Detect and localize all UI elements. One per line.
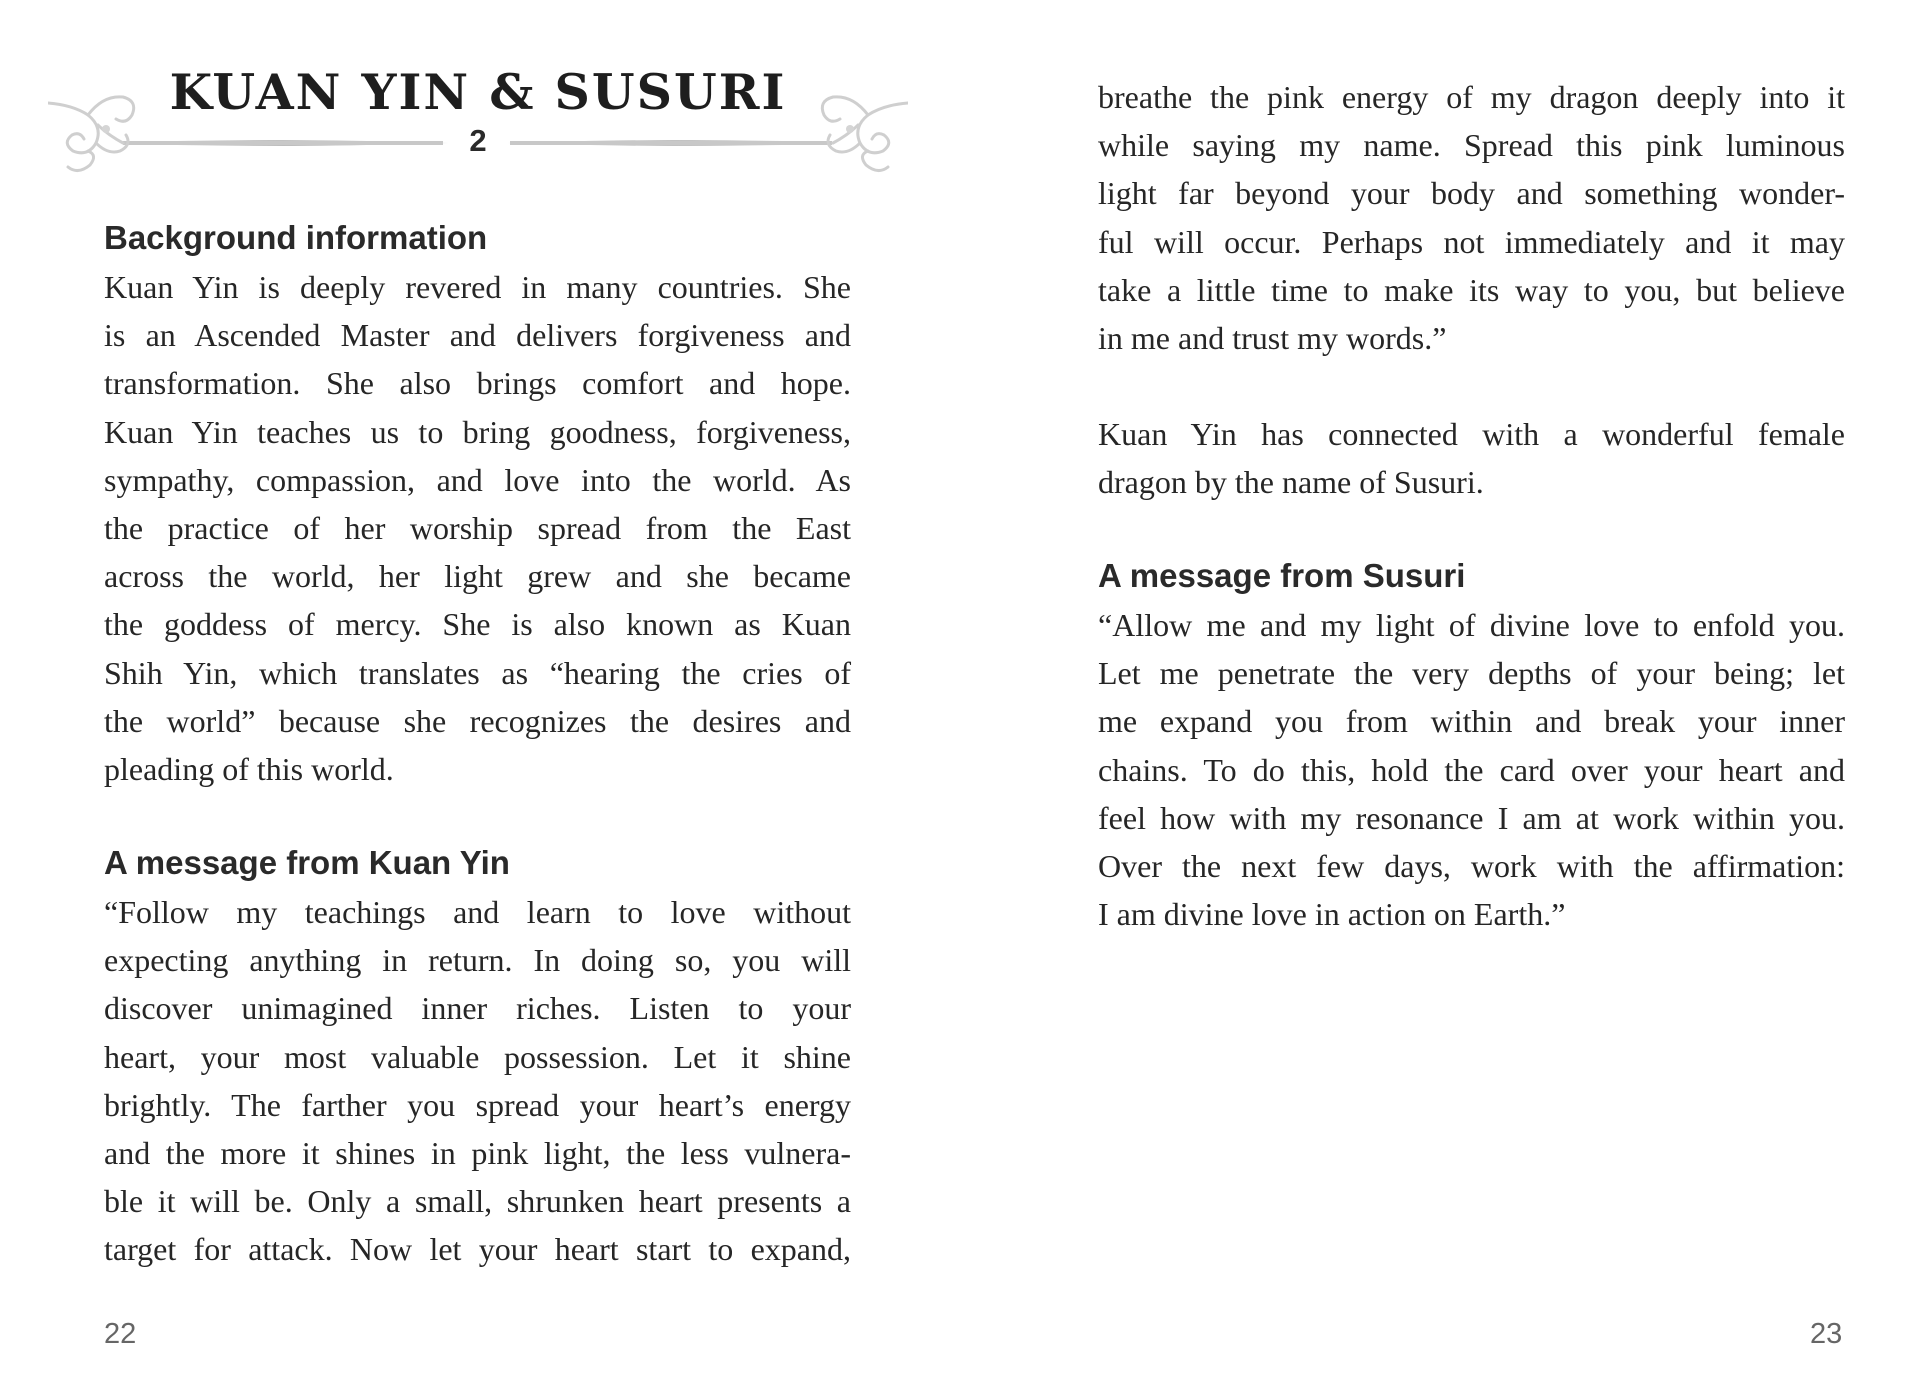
text-line: sympathy, compassion, and love into the world. As [104,461,851,498]
continuation-section [1098,73,1845,362]
text-line: across the world, her light grew and she became [104,558,851,595]
text-line: take a little time to make its way to you, but believe [1098,271,1845,308]
text-line: transformation. She also brings comfort and hope. [104,365,851,402]
text-line: I am divine love in action on Earth.” [1098,896,1566,933]
section-heading-susuri-message: A message from Susuri [1098,557,1466,594]
text-line: target for attack. Now let your heart start to expand, [104,1231,851,1268]
text-line: expecting anything in return. In doing so, you will [104,942,851,979]
section-heading-kuan-yin-message: A message from Kuan Yin [104,844,510,881]
text-line: Over the next few days, work with the affirmation: [1098,847,1845,884]
text-line: brightly. The farther you spread your heart’s energy [104,1086,851,1123]
text-line: Kuan Yin teaches us to bring goodness, forgiveness, [104,413,851,450]
text-line: and the more it shines in pink light, the less vulnera- [104,1134,851,1171]
chapter-number: 2 [469,123,487,158]
text-line: is an Ascended Master and delivers forgiveness and [104,317,851,354]
text-line: in me and trust my words.” [1098,319,1447,356]
continuation-paragraph [1098,73,1845,362]
text-line: me expand you from within and break your inner [1098,703,1845,740]
text-line: chains. To do this, hold the card over your heart and [1098,751,1845,788]
text-line: breathe the pink energy of my dragon deeply into it [1098,79,1845,115]
text-line: the goddess of mercy. She is also known as Kuan [104,606,851,643]
text-line: Shih Yin, which translates as “hearing the cries of [104,654,851,691]
text-line: ful will occur. Perhaps not immediately and it may [1098,223,1845,260]
text-line: Let me penetrate the very depths of your being; let [1098,655,1845,692]
chapter-header [48,55,908,185]
page-number-right: 23 [1810,1318,1843,1350]
text-line: the practice of her worship spread from the East [104,509,851,546]
text-line: dragon by the name of Susuri. [1098,464,1484,501]
text-line: while saying my name. Spread this pink luminous [1098,127,1845,164]
susuri-message-section [1098,551,1845,938]
text-line: feel how with my resonance I am at work within you. [1098,799,1845,836]
text-line: the world” because she recognizes the desires and [104,702,851,739]
kuan-yin-message-paragraph [104,888,851,1274]
text-line: ble it will be. Only a small, shrunken heart presents a [104,1183,851,1220]
text-line: discover unimagined inner riches. Listen to your [104,990,851,1027]
connection-paragraph [1098,410,1845,506]
text-line: Kuan Yin has connected with a wonderful female [1098,416,1845,452]
text-line: “Follow my teachings and learn to love without [104,894,851,930]
text-line: pleading of this world. [104,750,394,787]
susuri-message-paragraph [1098,601,1845,938]
chapter-title: KUAN YIN & SUSURI [169,63,787,121]
background-section [104,213,851,793]
text-line: Kuan Yin is deeply revered in many countries. She [104,269,851,305]
left-page [0,0,960,1373]
background-paragraph [104,263,851,793]
kuan-yin-message-section [104,838,851,1274]
text-line: “Allow me and my light of divine love to enfold you. [1098,607,1845,643]
page-number-left: 22 [104,1318,137,1350]
connection-section [1098,410,1845,506]
right-page [960,0,1923,1373]
section-heading-background: Background information [104,219,488,256]
text-line: light far beyond your body and something wonder- [1098,175,1845,212]
text-line: heart, your most valuable possession. Let it shine [104,1038,851,1075]
